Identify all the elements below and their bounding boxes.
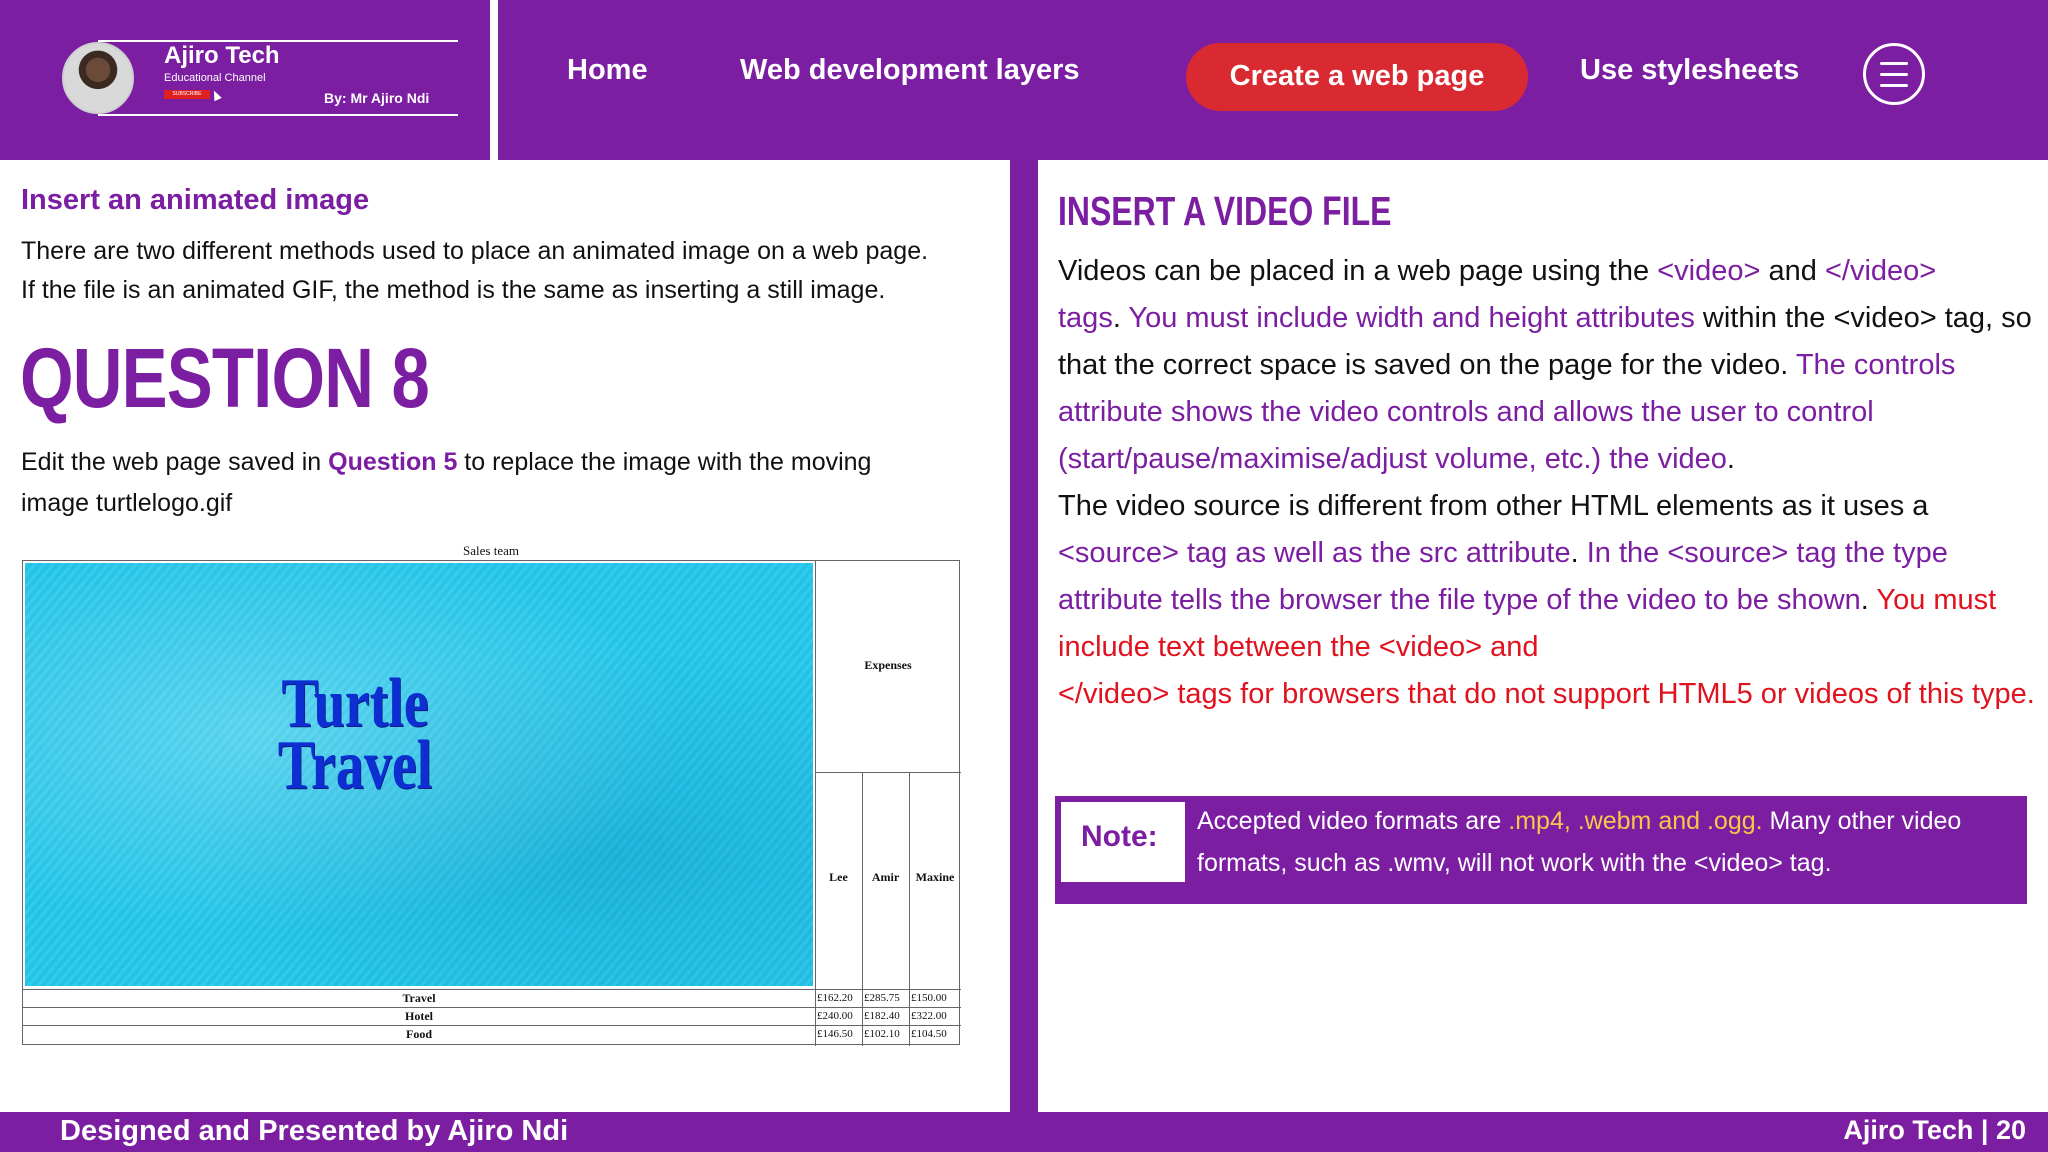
sales-table (22, 560, 960, 1045)
text-highlight: You must include width and height attributes (1128, 302, 1695, 334)
note-formats: .mp4, .webm and .ogg. (1508, 807, 1763, 835)
text-highlight: In the <source> tag the type attribute tells the browser the file type of the video to be shown (1058, 537, 1948, 616)
table-border (862, 772, 863, 1046)
video-section-title: INSERT A VIDEO FILE (1058, 188, 1392, 234)
text-span: The video source is different from other HTML elements as it uses a (1058, 490, 1929, 522)
note-text-part: Many other video formats, such as .wmv, will not work with the <video> tag. (1197, 807, 1962, 877)
text-warning: You must include text between the <video> and (1058, 584, 1997, 663)
code-video-open: <video> (1657, 255, 1761, 287)
nav-create-a-web-page[interactable]: Create a web page (1186, 43, 1528, 111)
text-span: Videos can be placed in a web page using the (1058, 255, 1658, 287)
channel-logo[interactable] (58, 38, 458, 116)
embedded-webpage-screenshot (22, 543, 960, 1043)
menu-bar (1880, 73, 1908, 76)
turtle-travel-image (25, 563, 813, 986)
column-header-lee: Lee (829, 870, 848, 884)
cell-value: £104.50 (911, 1028, 947, 1040)
cell-value: £322.00 (911, 1010, 947, 1022)
expenses-header: Expenses (864, 658, 912, 672)
code-video-close: </video> (1824, 255, 1937, 287)
text-span: tags (1058, 302, 1113, 334)
logo-author: By: Mr Ajiro Ndi (324, 90, 430, 106)
cell-value: £182.40 (864, 1010, 900, 1022)
note-label-box (1061, 802, 1185, 882)
note-text-part: Accepted video formats are (1197, 807, 1509, 835)
cell-value: £102.10 (864, 1028, 900, 1040)
menu-bar (1880, 62, 1908, 65)
left-panel (0, 160, 1010, 1112)
note-box (1055, 796, 2027, 904)
cell-value: £162.20 (817, 992, 853, 1004)
logo-line: Turtle (281, 665, 429, 742)
text-span: . (1570, 537, 1587, 569)
table-border (815, 772, 961, 773)
question-text-line2: image turtlelogo.gif (21, 489, 233, 517)
note-text (1197, 800, 2017, 884)
nav-home[interactable]: Home (567, 54, 648, 86)
logo-line: Travel (277, 727, 433, 804)
row-label-hotel: Hotel (405, 1009, 433, 1023)
question-reference: Question 5 (328, 448, 458, 476)
text-warning: </video> tags for browsers that do not support HTML5 or videos of this type. (1058, 678, 2035, 710)
column-header-maxine: Maxine (915, 870, 955, 884)
header-bar (0, 0, 2048, 160)
table-border (23, 989, 961, 990)
intro-line: If the file is an animated GIF, the method is the same as inserting a still image. (21, 276, 886, 304)
menu-bar (1880, 84, 1908, 87)
text-highlight: The controls attribute shows the video controls and allows the user to control (start/pause/maximise/adjust volume, etc.) the video (1058, 349, 1956, 475)
turtle-travel-logo (275, 665, 435, 804)
cell-value: £150.00 (911, 992, 947, 1004)
question-text-part: Edit the web page saved in (21, 448, 329, 476)
table-border (23, 1007, 961, 1008)
footer-credit: Designed and Presented by Ajiro Ndi (60, 1115, 569, 1147)
logo-divider-bottom (98, 114, 458, 116)
table-caption: Sales team (463, 543, 519, 558)
note-label: Note: (1081, 820, 1158, 853)
intro-line: There are two different methods used to place an animated image on a web page. (21, 237, 929, 265)
question-text-part: to replace the image with the moving (457, 448, 872, 476)
nav-use-stylesheets[interactable]: Use stylesheets (1580, 54, 1800, 86)
header-divider (490, 0, 498, 160)
table-border (23, 1025, 961, 1026)
cell-value: £285.75 (864, 992, 900, 1004)
text-highlight: <source> tag as well as the src attribute (1058, 537, 1571, 569)
table-border (815, 561, 816, 1046)
cell-value: £146.50 (817, 1028, 853, 1040)
hamburger-menu-icon[interactable] (1863, 43, 1925, 105)
row-label-travel: Travel (402, 991, 436, 1005)
text-span: . (1726, 443, 1735, 475)
table-border (909, 772, 910, 1046)
intro-paragraph (21, 232, 1001, 310)
logo-subtitle: Educational Channel (164, 72, 266, 84)
text-span: . (1112, 302, 1129, 334)
text-span: and (1760, 255, 1825, 287)
avatar (62, 42, 134, 114)
footer-bar (0, 1112, 2048, 1152)
right-panel (1038, 160, 2048, 1112)
text-span: within the <video> tag, so that the correct space is saved on the page for the video. (1058, 302, 2032, 381)
video-explanation (1058, 248, 2048, 718)
row-label-food: Food (405, 1027, 432, 1041)
section-heading: Insert an animated image (21, 184, 370, 216)
nav-web-development-layers[interactable]: Web development layers (740, 54, 1080, 86)
cell-value: £240.00 (817, 1010, 853, 1022)
text-span: . (1860, 584, 1877, 616)
cursor-icon (210, 89, 221, 101)
subscribe-button[interactable]: SUBSCRIBE (164, 90, 210, 99)
column-header-amir: Amir (871, 870, 900, 884)
logo-title: Ajiro Tech (164, 42, 280, 69)
question-text (21, 442, 1001, 524)
footer-page-number: Ajiro Tech | 20 (1843, 1115, 2026, 1145)
question-title: QUESTION 8 (20, 331, 429, 425)
